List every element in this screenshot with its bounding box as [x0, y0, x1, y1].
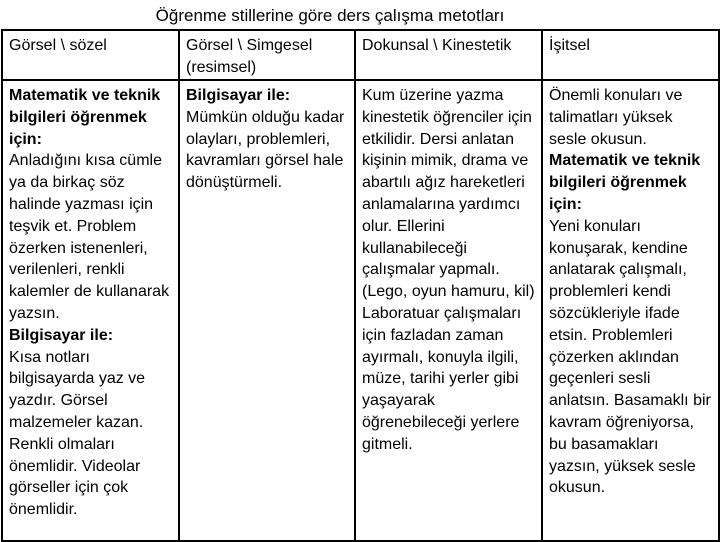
- header-auditory: İşitsel: [542, 30, 719, 80]
- cell-text: Anladığını kısa cümle ya da birkaç söz halinde yazması için teşvik et. Problem özerken istenenleri, verilenleri, renkli kalemler de kullanarak yazsın.: [9, 152, 170, 322]
- cell-auditory: [542, 80, 719, 541]
- cell-tactile-kinesthetic: [355, 80, 542, 541]
- cell-text: Kum üzerine yazma kinestetik öğrenciler için etkilidir. Dersi anlatan kişinin mimik, drama ve abartılı ağız hareketleri anlamalarına yardımcı olur. Ellerini kullanabileceği çalışmalar yapmalı. (Lego, oyun hamuru, kil) Laboratuar çalışmaları için fazladan zaman ayırmalı, konuyla ilgili, müze, tarihi yerler gibi yaşayarak öğrenebileceği yerlere gitmeli.: [362, 87, 535, 453]
- learning-styles-table: [1, 29, 720, 542]
- cell-text: Kısa notları bilgisayarda yaz ve yazdır. Görsel malzemeler kazan. Renkli olmaları önemlidir. Videolar görseller için çok önemlidir.: [9, 348, 146, 519]
- cell-text: Yeni konuları konuşarak, kendine anlatarak çalışmalı, problemleri kendi sözcükleriyle ifade etsin. Problemleri çözerken aklından geçenleri sesli anlatsın. Basamaklı bir kavram öğreniyorsa, bu basamakları yazsın, yüksek sesle okusun.: [549, 217, 711, 497]
- table-row: [2, 80, 719, 541]
- page-title: Öğrenme stillerine göre ders çalışma metotları: [155, 6, 505, 25]
- cell-heading: Bilgisayar ile:: [9, 326, 114, 344]
- header-visual-symbolic: Görsel \ Simgesel (resimsel): [179, 30, 355, 80]
- header-visual-verbal: Görsel \ sözel: [2, 30, 179, 80]
- header-tactile-kinesthetic: Dokunsal \ Kinestetik: [355, 30, 542, 80]
- cell-visual-verbal: [2, 80, 179, 541]
- cell-heading: Bilgisayar ile:: [186, 87, 291, 104]
- cell-visual-symbolic: [179, 80, 355, 541]
- table-header-row: [2, 30, 719, 80]
- cell-text: Önemli konuları ve talimatları yüksek sesle okusun.: [549, 87, 683, 148]
- cell-heading: Matematik ve teknik bilgileri öğrenmek için:: [9, 87, 161, 148]
- cell-text: Mümkün olduğu kadar olayları, problemleri, kavramları görsel hale dönüştürmeli.: [186, 108, 345, 192]
- cell-heading: Matematik ve teknik bilgileri öğrenmek için:: [549, 152, 701, 213]
